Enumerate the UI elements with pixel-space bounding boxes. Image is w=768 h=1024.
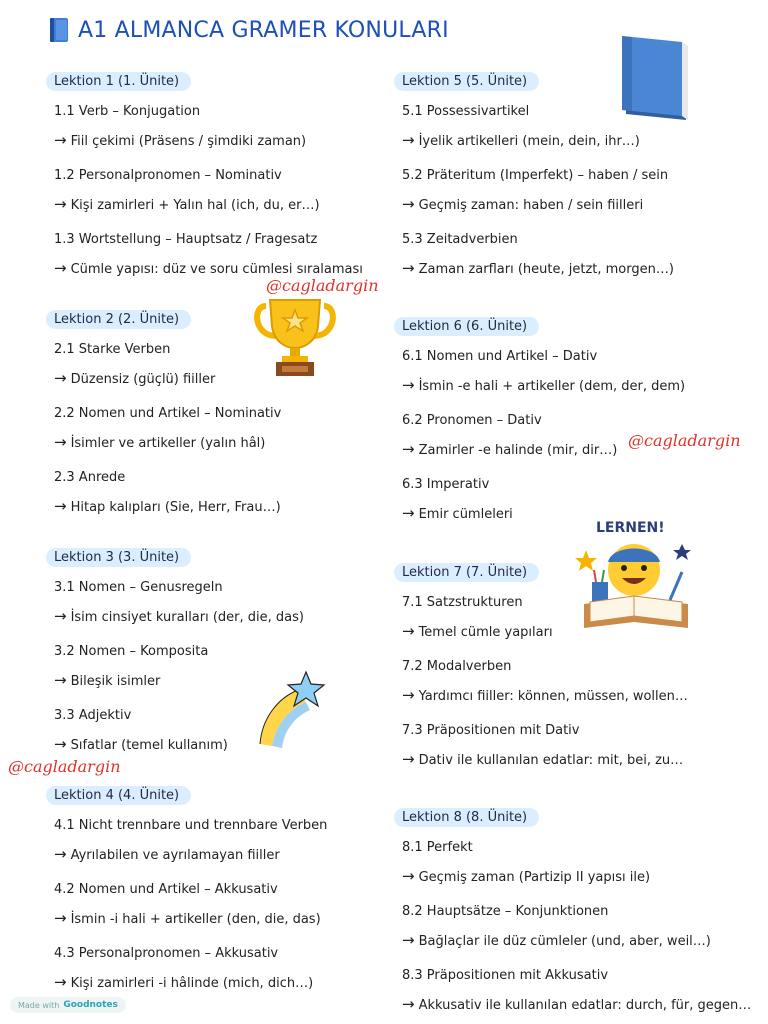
arrow-icon: → xyxy=(54,973,67,991)
desc-6-1 xyxy=(402,376,734,396)
desc-text: Emir cümleleri xyxy=(418,507,513,522)
topic-5-1: 5.1 Possessivartikel xyxy=(402,104,530,119)
lektion-3-label: Lektion 3 (3. Ünite) xyxy=(46,548,191,567)
arrow-icon: → xyxy=(402,504,415,522)
desc-5-2 xyxy=(402,195,734,215)
desc-2-3 xyxy=(54,497,386,517)
desc-text: Dativ ile kullanılan edatlar: mit, bei, zu… xyxy=(418,753,684,768)
desc-7-2 xyxy=(402,686,734,706)
page-title xyxy=(48,14,449,46)
arrow-icon: → xyxy=(54,845,67,863)
desc-5-3 xyxy=(402,259,734,279)
watermark: @cagladargin xyxy=(8,757,121,776)
desc-text: İsmin -e hali + artikeller (dem, der, dem) xyxy=(418,379,686,394)
made-with-label: Made with xyxy=(18,1000,60,1010)
arrow-icon: → xyxy=(402,995,415,1013)
lektion-5-label: Lektion 5 (5. Ünite) xyxy=(394,72,539,91)
arrow-icon: → xyxy=(402,440,415,458)
blue-book-icon xyxy=(618,34,694,124)
desc-text: Kişi zamirleri -i hâlinde (mich, dich…) xyxy=(70,976,314,991)
topic-2-1: 2.1 Starke Verben xyxy=(54,342,171,357)
topic-8-2: 8.2 Hauptsätze – Konjunktionen xyxy=(402,904,609,919)
lektion-6-label: Lektion 6 (6. Ünite) xyxy=(394,317,539,336)
topic-2-3: 2.3 Anrede xyxy=(54,470,126,485)
desc-text: Temel cümle yapıları xyxy=(418,625,553,640)
topic-6-3: 6.3 Imperativ xyxy=(402,477,490,492)
desc-4-1 xyxy=(54,845,386,865)
lernen-text: LERNEN! xyxy=(596,520,665,536)
topic-4-3: 4.3 Personalpronomen – Akkusativ xyxy=(54,946,279,961)
arrow-icon: → xyxy=(402,376,415,394)
watermark: @cagladargin xyxy=(628,431,741,450)
desc-text: Hitap kalıpları (Sie, Herr, Frau…) xyxy=(70,500,281,515)
desc-text: Ayrılabilen ve ayrılamayan fiiller xyxy=(70,848,280,863)
desc-text: Yardımcı fiiller: können, müssen, wollen… xyxy=(418,689,688,704)
desc-text: Zamirler -e halinde (mir, dir…) xyxy=(418,443,618,458)
topic-3-1: 3.1 Nomen – Genusregeln xyxy=(54,580,223,595)
arrow-icon: → xyxy=(54,497,67,515)
topic-3-3: 3.3 Adjektiv xyxy=(54,708,132,723)
lektion-8-section xyxy=(394,806,752,1015)
lektion-1-section xyxy=(46,70,386,279)
desc-text: İsmin -i hali + artikeller (den, die, das) xyxy=(70,912,321,927)
topic-8-3: 8.3 Präpositionen mit Akkusativ xyxy=(402,968,609,983)
lektion-2-label: Lektion 2 (2. Ünite) xyxy=(46,310,191,329)
lektion-6-section xyxy=(394,315,734,524)
shooting-star-icon xyxy=(254,668,332,750)
desc-text: Zaman zarfları (heute, jetzt, morgen…) xyxy=(418,262,674,277)
page-title-text: A1 ALMANCA GRAMER KONULARI xyxy=(78,17,449,43)
arrow-icon: → xyxy=(402,931,415,949)
topic-7-1: 7.1 Satzstrukturen xyxy=(402,595,523,610)
desc-7-3 xyxy=(402,750,734,770)
lektion-7-label: Lektion 7 (7. Ünite) xyxy=(394,563,539,582)
desc-text: Cümle yapısı: düz ve soru cümlesi sıralaması xyxy=(70,262,363,277)
goodnotes-label: Goodnotes xyxy=(63,1000,118,1010)
blue-book-icon xyxy=(48,16,70,44)
topic-5-3: 5.3 Zeitadverbien xyxy=(402,232,518,247)
topic-1-3: 1.3 Wortstellung – Hauptsatz / Fragesatz xyxy=(54,232,318,247)
topic-4-2: 4.2 Nomen und Artikel – Akkusativ xyxy=(54,882,278,897)
topic-2-2: 2.2 Nomen und Artikel – Nominativ xyxy=(54,406,282,421)
topic-1-1: 1.1 Verb – Konjugation xyxy=(54,104,201,119)
topic-7-3: 7.3 Präpositionen mit Dativ xyxy=(402,723,580,738)
desc-text: Geçmiş zaman (Partizip II yapısı ile) xyxy=(418,870,651,885)
topic-5-2: 5.2 Präteritum (Imperfekt) – haben / sein xyxy=(402,168,669,183)
desc-text: Geçmiş zaman: haben / sein fiilleri xyxy=(418,198,644,213)
desc-4-2 xyxy=(54,909,386,929)
arrow-icon: → xyxy=(54,369,67,387)
desc-3-2 xyxy=(54,671,386,691)
topic-6-2: 6.2 Pronomen – Dativ xyxy=(402,413,542,428)
desc-text: Bileşik isimler xyxy=(70,674,161,689)
arrow-icon: → xyxy=(54,671,67,689)
lektion-8-label: Lektion 8 (8. Ünite) xyxy=(394,808,539,827)
arrow-icon: → xyxy=(54,131,67,149)
arrow-icon: → xyxy=(402,131,415,149)
desc-text: Düzensiz (güçlü) fiiller xyxy=(70,372,216,387)
lektion-3-section xyxy=(46,546,386,755)
desc-text: Fiil çekimi (Präsens / şimdiki zaman) xyxy=(70,134,307,149)
arrow-icon: → xyxy=(54,735,67,753)
arrow-icon: → xyxy=(402,259,415,277)
desc-8-2 xyxy=(402,931,734,951)
topic-3-2: 3.2 Nomen – Komposita xyxy=(54,644,209,659)
lektion-4-label: Lektion 4 (4. Ünite) xyxy=(46,786,191,805)
arrow-icon: → xyxy=(54,433,67,451)
trophy-icon xyxy=(252,296,338,378)
topic-4-1: 4.1 Nicht trennbare und trennbare Verben xyxy=(54,818,328,833)
desc-8-1 xyxy=(402,867,734,887)
desc-5-1 xyxy=(402,131,734,151)
topic-6-1: 6.1 Nomen und Artikel – Dativ xyxy=(402,349,598,364)
arrow-icon: → xyxy=(54,607,67,625)
arrow-icon: → xyxy=(402,622,415,640)
desc-text: İsimler ve artikeller (yalın hâl) xyxy=(70,436,266,451)
desc-text: İsim cinsiyet kuralları (der, die, das) xyxy=(70,610,304,625)
desc-1-2 xyxy=(54,195,386,215)
desc-4-3 xyxy=(54,973,386,993)
arrow-icon: → xyxy=(54,909,67,927)
desc-text: Sıfatlar (temel kullanım) xyxy=(70,738,228,753)
desc-1-1 xyxy=(54,131,386,151)
desc-3-3 xyxy=(54,735,386,755)
arrow-icon: → xyxy=(54,195,67,213)
topic-8-1: 8.1 Perfekt xyxy=(402,840,473,855)
desc-text: Bağlaçlar ile düz cümleler (und, aber, weil…) xyxy=(418,934,711,949)
arrow-icon: → xyxy=(402,195,415,213)
arrow-icon: → xyxy=(402,686,415,704)
watermark: @cagladargin xyxy=(266,276,379,295)
lektion-4-section xyxy=(46,784,386,993)
topic-1-2: 1.2 Personalpronomen – Nominativ xyxy=(54,168,282,183)
topic-7-2: 7.2 Modalverben xyxy=(402,659,512,674)
arrow-icon: → xyxy=(402,750,415,768)
desc-2-2 xyxy=(54,433,386,453)
lektion-1-label: Lektion 1 (1. Ünite) xyxy=(46,72,191,91)
desc-text: Kişi zamirleri + Yalın hal (ich, du, er…) xyxy=(70,198,320,213)
goodnotes-badge xyxy=(10,997,126,1013)
desc-text: İyelik artikelleri (mein, dein, ihr…) xyxy=(418,134,640,149)
arrow-icon: → xyxy=(402,867,415,885)
desc-text: Akkusativ ile kullanılan edatlar: durch, für, gegen… xyxy=(418,998,752,1013)
desc-8-3 xyxy=(402,995,752,1015)
arrow-icon: → xyxy=(54,259,67,277)
studying-emoji-icon xyxy=(574,512,698,632)
desc-3-1 xyxy=(54,607,386,627)
